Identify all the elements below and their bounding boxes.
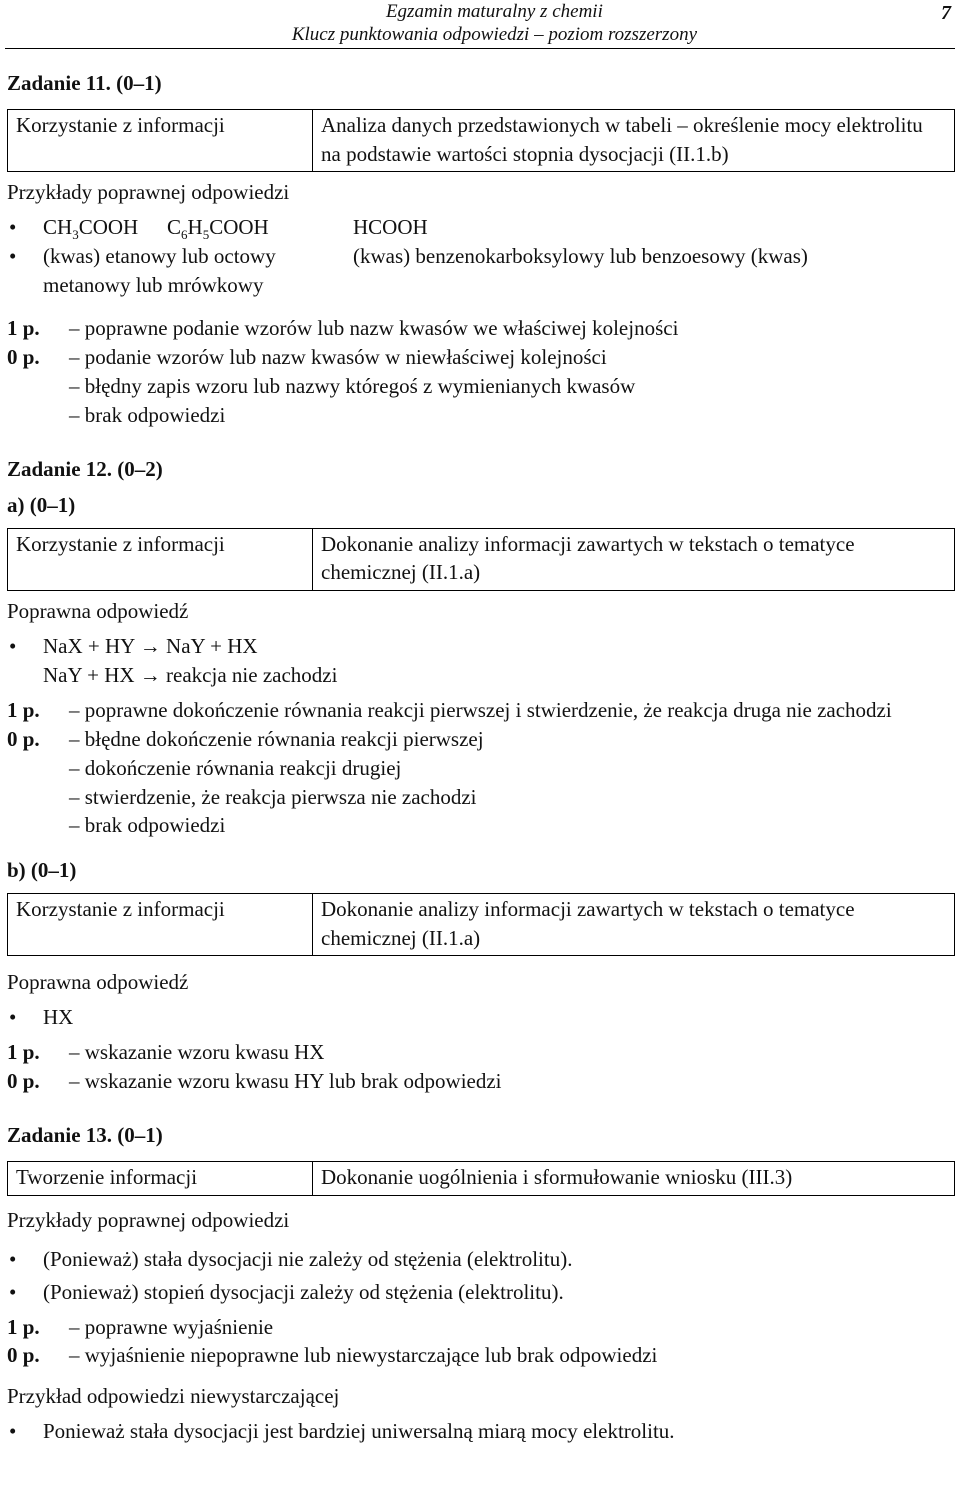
task-12a-title: a) (0–1) (7, 493, 76, 518)
formula-formic: HCOOH (353, 214, 428, 239)
score-text: – stwierdzenie, że reakcja pierwsza nie zachodzi (69, 784, 477, 809)
list-item (7, 1245, 955, 1274)
header-key-name: Klucz punktowania odpowiedzi – poziom rozszerzony (291, 24, 697, 45)
skill-category: Korzystanie z informacji (8, 894, 313, 956)
score-points: 1 p. (7, 697, 40, 722)
list-item (7, 242, 955, 300)
score-text: – dokończenie równania reakcji drugiej (69, 755, 402, 780)
page-header (5, 0, 955, 49)
answer-formula: HX (43, 1005, 74, 1030)
task-13-answer-list (7, 1245, 955, 1307)
task-13-skill-table (7, 1161, 955, 1195)
task-12b-title: b) (0–1) (7, 858, 77, 883)
task-13-title: Zadanie 13. (0–1) (7, 1122, 163, 1147)
score-points: 1 p. (7, 1314, 40, 1339)
score-points: 0 p. (7, 344, 40, 369)
task-12-title: Zadanie 12. (0–2) (7, 456, 163, 481)
score-text: – poprawne dokończenie równania reakcji pierwszej i stwierdzenie, że reakcja druga nie zachodzi (69, 697, 892, 722)
score-points: 1 p. (7, 1040, 40, 1065)
task-11-skill-table (7, 109, 955, 172)
task-11-answer-list (7, 213, 955, 300)
skill-category: Korzystanie z informacji (8, 529, 313, 591)
skill-description: Dokonanie uogólnienia i sformułowanie wniosku (III.3) (313, 1162, 955, 1195)
bullet-icon: • (9, 1246, 17, 1271)
score-text: – brak odpowiedzi (69, 813, 226, 838)
score-0-row (7, 725, 955, 754)
answer-text: (Ponieważ) stopień dysocjacji zależy od stężenia (elektrolitu). (43, 1279, 564, 1304)
score-text: – wskazanie wzoru kwasu HX (69, 1040, 325, 1065)
task-13-answer-label: Przykłady poprawnej odpowiedzi (7, 1207, 290, 1232)
page-number: 7 (941, 2, 951, 24)
score-points: 0 p. (7, 1343, 40, 1368)
equation-2: NaY + HX → reakcja nie zachodzi (43, 662, 338, 687)
score-text: – podanie wzorów lub nazw kwasów w niewłaściwej kolejności (69, 344, 607, 369)
score-1-row (7, 314, 955, 343)
task-12a-answer-list (7, 632, 955, 690)
name-formic: metanowy lub mrówkowy (43, 272, 264, 297)
formula-benzoic: $C_6H_5COOH$ (167, 214, 269, 243)
task-12b-answer-label: Poprawna odpowiedź (7, 970, 189, 995)
score-1-row (7, 696, 955, 725)
task-12a-scoring (7, 696, 955, 841)
list-item (7, 1278, 955, 1307)
bullet-icon: • (9, 1005, 17, 1030)
skill-description: Dokonanie analizy informacji zawartych w tekstach o tematyce chemicznej (II.1.a) (313, 529, 955, 591)
header-exam-name: Egzamin maturalny z chemii (385, 1, 603, 22)
score-text: – poprawne wyjaśnienie (69, 1314, 274, 1339)
list-item (7, 632, 955, 690)
score-text: – wskazanie wzoru kwasu HY lub brak odpowiedzi (69, 1069, 502, 1093)
task-12b-answer-list (7, 1003, 955, 1032)
bullet-icon: • (9, 633, 17, 658)
task-11 (7, 70, 955, 430)
task-13 (7, 1122, 955, 1446)
task-13-scoring (7, 1313, 955, 1371)
score-1-row (7, 1313, 955, 1342)
score-0-row (7, 1067, 955, 1096)
score-0-row (7, 343, 955, 372)
skill-description: Analiza danych przedstawionych w tabeli – określenie mocy elektrolitu na podstawie wartości stopnia dysocjacji (II.1.b) (313, 110, 955, 172)
task-12a-answer-label: Poprawna odpowiedź (7, 598, 189, 623)
answer-text: (Ponieważ) stała dysocjacji nie zależy od stężenia (elektrolitu). (43, 1246, 573, 1271)
score-text: – błędne dokończenie równania reakcji pierwszej (69, 726, 484, 751)
bullet-icon: • (9, 1279, 17, 1304)
task-11-scoring (7, 314, 955, 430)
equation-1: NaX + HY → NaY + HX (43, 633, 258, 658)
task-12a-skill-table (7, 528, 955, 591)
task-12b-scoring (7, 1038, 955, 1096)
task-11-answer-label: Przykłady poprawnej odpowiedzi (7, 179, 290, 204)
task-11-title: Zadanie 11. (0–1) (7, 71, 162, 95)
task-13-insufficient-list (7, 1417, 955, 1446)
formula-acetic: $CH_3COOH$ (43, 214, 139, 243)
name-benzoic: (kwas) benzenokarboksylowy lub benzoesowy (kwas) (353, 243, 808, 268)
score-text: – błędny zapis wzoru lub nazwy któregoś z wymienianych kwasów (69, 373, 636, 398)
score-text: – poprawne podanie wzorów lub nazw kwasów we właściwej kolejności (69, 315, 679, 340)
task-12b-skill-table (7, 893, 955, 956)
list-item (7, 213, 955, 242)
task-12 (7, 456, 955, 1096)
bullet-icon: • (9, 243, 17, 268)
skill-description: Dokonanie analizy informacji zawartych w tekstach o tematyce chemicznej (II.1.a) (313, 894, 955, 956)
score-points: 1 p. (7, 315, 40, 340)
name-acetic: (kwas) etanowy lub octowy (43, 243, 276, 268)
score-points: 0 p. (7, 1069, 40, 1093)
score-points: 0 p. (7, 726, 40, 751)
list-item (7, 1417, 955, 1446)
answer-text: Ponieważ stała dysocjacji jest bardziej uniwersalną miarą mocy elektrolitu. (43, 1419, 675, 1444)
score-text: – brak odpowiedzi (69, 402, 226, 427)
skill-category: Tworzenie informacji (8, 1162, 313, 1195)
list-item (7, 1003, 955, 1032)
score-0-row (7, 1341, 955, 1370)
task-13-insufficient-label: Przykład odpowiedzi niewystarczającej (7, 1384, 340, 1409)
bullet-icon: • (9, 1419, 17, 1444)
header-title (292, 0, 697, 46)
score-1-row (7, 1038, 955, 1067)
page-content (7, 70, 955, 1446)
skill-category: Korzystanie z informacji (8, 110, 313, 172)
score-text: – wyjaśnienie niepoprawne lub niewystarczające lub brak odpowiedzi (69, 1343, 658, 1368)
bullet-icon: • (9, 214, 17, 239)
